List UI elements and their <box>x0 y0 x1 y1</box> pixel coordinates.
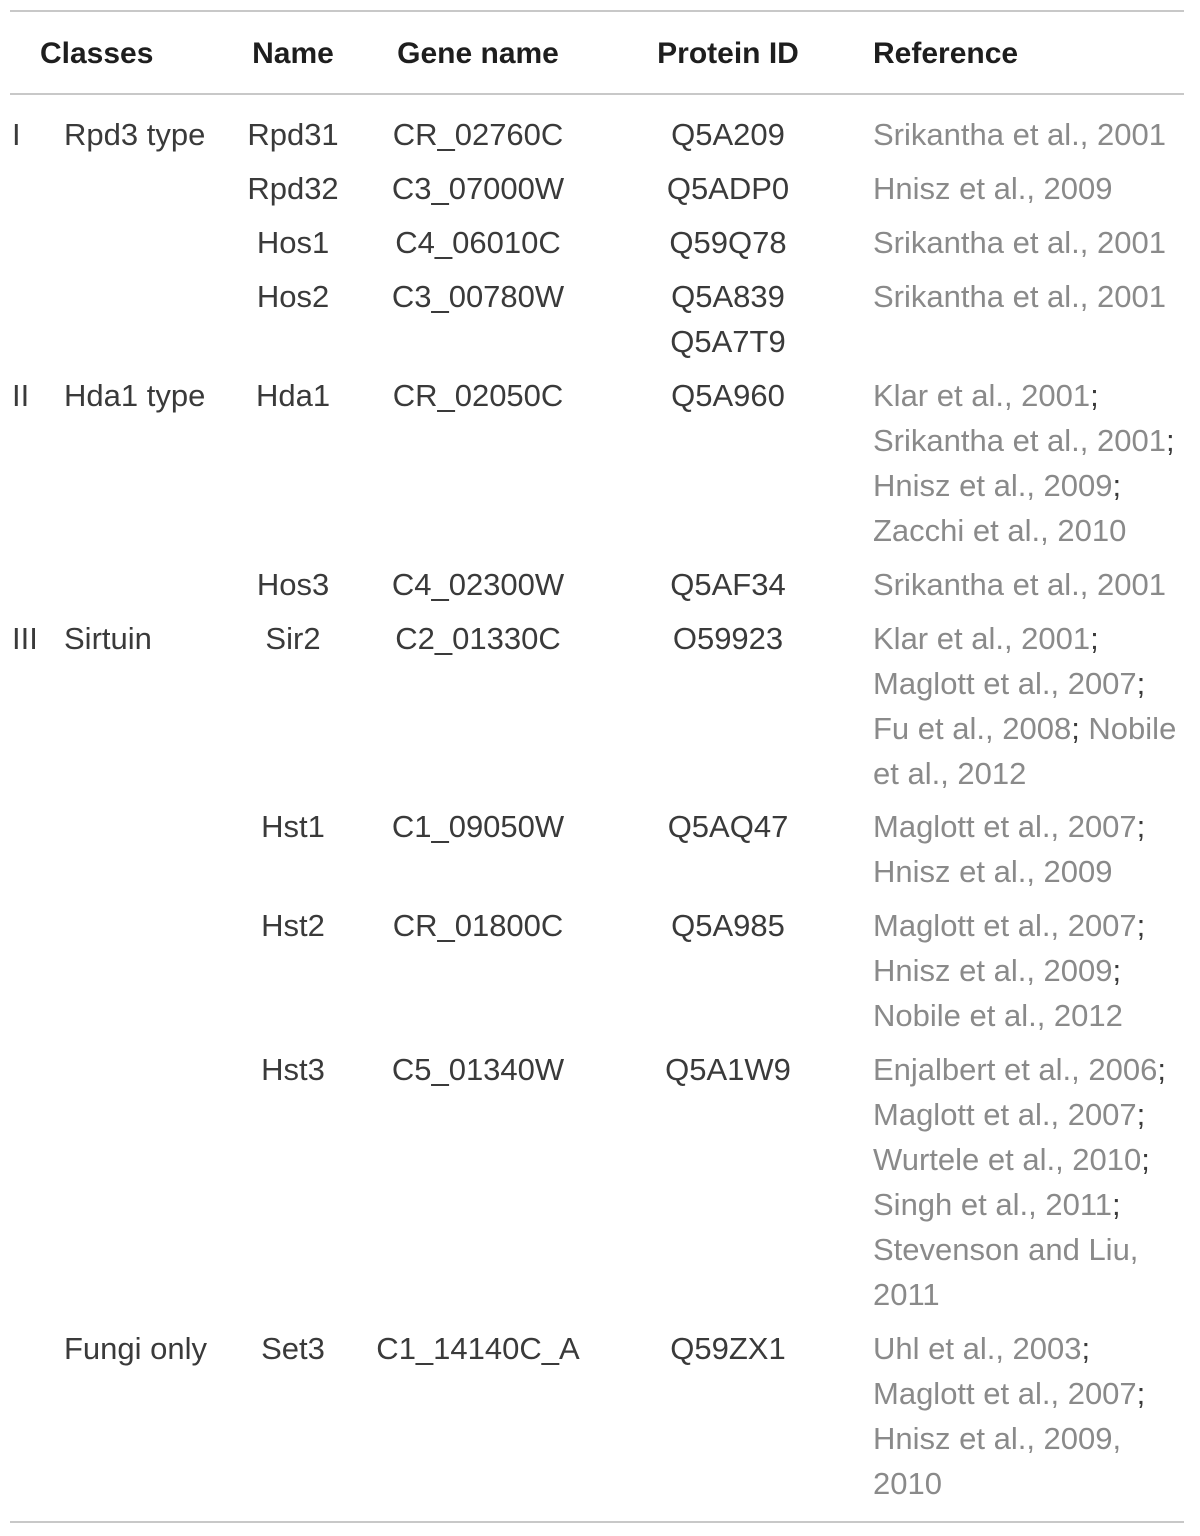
reference-line <box>873 274 1166 319</box>
protein-name: Hos3 <box>256 567 330 602</box>
reference-line <box>873 166 1113 211</box>
reference-citation: Srikantha et al., 2001 <box>873 117 1166 152</box>
reference-citation: Wurtele et al., 2010 <box>873 1142 1142 1177</box>
protein-name: Hos1 <box>256 225 330 260</box>
reference-citation: Maglott et al., 2007 <box>873 666 1137 701</box>
reference-citation: Enjalbert et al., 2006 <box>873 1052 1158 1087</box>
protein-id: Q59Q78 <box>669 225 787 260</box>
reference-separator: ; <box>1081 1331 1091 1366</box>
reference-citation: Maglott et al., 2007 <box>873 1376 1137 1411</box>
header-gene-name: Gene name <box>397 37 559 70</box>
protein-id: Q59ZX1 <box>670 1331 786 1366</box>
reference-separator: ; <box>1090 378 1099 413</box>
reference-line <box>873 220 1166 265</box>
header-reference: Reference <box>873 37 1019 70</box>
class-name: Hda1 type <box>64 378 206 413</box>
reference-citation: Srikantha et al., 2001 <box>873 279 1166 314</box>
gene-name: C1_09050W <box>391 809 565 844</box>
reference-line <box>873 1461 942 1506</box>
reference-line <box>873 1371 1145 1416</box>
reference-line <box>873 1137 1150 1182</box>
gene-name: C5_01340W <box>391 1052 565 1087</box>
reference-citation: Zacchi et al., 2010 <box>873 513 1127 548</box>
reference-line <box>873 804 1145 849</box>
reference-separator: ; <box>1090 621 1099 656</box>
protein-id: Q5ADP0 <box>666 171 790 206</box>
reference-citation: Maglott et al., 2007 <box>873 809 1137 844</box>
class-number: II <box>12 378 30 413</box>
reference-line <box>873 1092 1145 1137</box>
reference-citation: Hnisz et al., 2009, <box>873 1421 1122 1456</box>
protein-name: Set3 <box>261 1331 325 1366</box>
header-classes: Classes <box>40 37 154 70</box>
reference-separator: ; <box>1071 711 1089 746</box>
reference-separator: ; <box>1112 953 1122 988</box>
reference-line <box>873 993 1123 1038</box>
reference-line <box>873 661 1145 706</box>
reference-line <box>873 849 1113 894</box>
reference-line <box>873 1326 1090 1371</box>
header-name: Name <box>252 37 334 70</box>
reference-citation: Hnisz et al., 2009 <box>873 953 1113 988</box>
reference-citation: Klar et al., 2001 <box>873 621 1091 656</box>
reference-citation: Maglott et al., 2007 <box>873 908 1137 943</box>
reference-citation: Srikantha et al., 2001 <box>873 225 1166 260</box>
protein-id: Q5A209 <box>671 117 785 152</box>
header-protein-id: Protein ID <box>657 37 799 70</box>
protein-id: Q5A1W9 <box>665 1052 791 1087</box>
reference-separator: ; <box>1136 908 1146 943</box>
table-bottom-rule <box>10 1521 1184 1523</box>
gene-name: CR_01800C <box>392 908 564 943</box>
gene-name: CR_02050C <box>392 378 564 413</box>
reference-separator: ; <box>1136 1376 1146 1411</box>
protein-id: Q5A985 <box>671 908 785 943</box>
reference-citation: 2010 <box>873 1466 942 1501</box>
reference-citation: et al., 2012 <box>873 756 1027 791</box>
protein-id: O59923 <box>672 621 784 656</box>
reference-line <box>873 903 1145 948</box>
reference-line <box>873 1047 1166 1092</box>
reference-citation: Hnisz et al., 2009 <box>873 854 1113 889</box>
gene-name: C3_07000W <box>391 171 565 206</box>
protein-id: Q5A960 <box>671 378 785 413</box>
reference-line <box>873 616 1099 661</box>
gene-name: CR_02760C <box>392 117 564 152</box>
reference-citation: Stevenson and Liu, <box>873 1232 1139 1267</box>
reference-separator: ; <box>1136 1097 1146 1132</box>
reference-citation: Nobile <box>1088 711 1177 746</box>
reference-citation: Hnisz et al., 2009 <box>873 171 1113 206</box>
protein-name: Hst2 <box>261 908 325 943</box>
reference-citation: Fu et al., 2008 <box>873 711 1072 746</box>
reference-line <box>873 706 1176 751</box>
reference-line <box>873 373 1099 418</box>
reference-separator: ; <box>1112 1187 1121 1222</box>
class-name: Rpd3 type <box>64 117 206 152</box>
reference-line <box>873 562 1166 607</box>
gene-name: C4_06010C <box>395 225 561 260</box>
protein-name: Rpd31 <box>247 117 339 152</box>
protein-id: Q5A839 <box>671 279 785 314</box>
class-name: Fungi only <box>64 1331 208 1366</box>
reference-citation: Singh et al., 2011 <box>873 1187 1112 1222</box>
protein-name: Hst3 <box>261 1052 325 1087</box>
reference-line <box>873 112 1166 157</box>
table-top-rule <box>10 10 1184 12</box>
gene-name: C3_00780W <box>391 279 565 314</box>
protein-id: Q5AF34 <box>670 567 786 602</box>
reference-line <box>873 948 1121 993</box>
reference-separator: ; <box>1141 1142 1150 1177</box>
protein-id: Q5AQ47 <box>667 809 789 844</box>
reference-line <box>873 418 1175 463</box>
class-number: I <box>12 117 21 152</box>
reference-citation: Uhl et al., 2003 <box>873 1331 1082 1366</box>
reference-separator: ; <box>1157 1052 1166 1087</box>
protein-name: Sir2 <box>265 621 321 656</box>
reference-line <box>873 463 1121 508</box>
reference-line <box>873 1416 1121 1461</box>
class-number: III <box>12 621 38 656</box>
reference-separator: ; <box>1165 423 1175 458</box>
reference-separator: ; <box>1136 666 1146 701</box>
reference-line <box>873 1182 1121 1227</box>
reference-citation: Maglott et al., 2007 <box>873 1097 1137 1132</box>
reference-citation: Srikantha et al., 2001 <box>873 423 1166 458</box>
reference-citation: 2011 <box>873 1277 940 1312</box>
gene-name: C4_02300W <box>391 567 565 602</box>
reference-citation: Klar et al., 2001 <box>873 378 1091 413</box>
protein-name: Rpd32 <box>247 171 339 206</box>
reference-line <box>873 1227 1138 1272</box>
reference-separator: ; <box>1136 809 1146 844</box>
protein-name: Hos2 <box>256 279 330 314</box>
reference-citation: Hnisz et al., 2009 <box>873 468 1113 503</box>
protein-name: Hda1 <box>255 378 331 413</box>
reference-separator: ; <box>1112 468 1122 503</box>
reference-line <box>873 1272 940 1317</box>
protein-name: Hst1 <box>261 809 325 844</box>
gene-name: C1_14140C_A <box>376 1331 580 1366</box>
protein-id: Q5A7T9 <box>670 324 786 359</box>
class-name: Sirtuin <box>64 621 152 656</box>
reference-line <box>873 751 1026 796</box>
reference-citation: Srikantha et al., 2001 <box>873 567 1166 602</box>
table-header-rule <box>10 93 1184 95</box>
gene-name: C2_01330C <box>395 621 561 656</box>
reference-citation: Nobile et al., 2012 <box>873 998 1123 1033</box>
reference-line <box>873 508 1126 553</box>
